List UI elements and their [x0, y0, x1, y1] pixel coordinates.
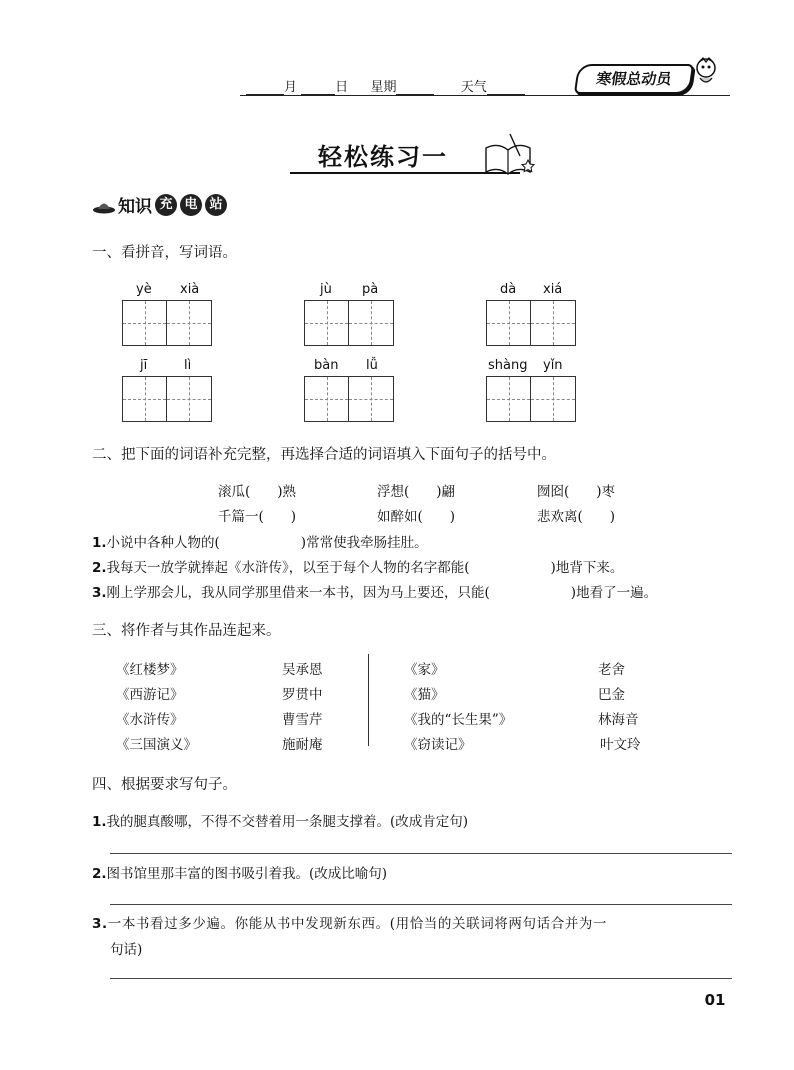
column-divider	[368, 654, 369, 746]
tian-grid-3[interactable]	[486, 300, 576, 346]
answer-line-3[interactable]	[110, 978, 732, 979]
weekday-blank	[396, 80, 434, 95]
pinyin-3a: dà	[500, 282, 517, 297]
author-left-1[interactable]: 吴承恩	[282, 662, 323, 678]
pinyin-2a: jù	[320, 282, 332, 297]
pinyin-6b: yǐn	[543, 358, 563, 373]
section-bubble-3: 站	[205, 194, 227, 216]
book-left-1[interactable]: 《红楼梦》	[116, 662, 184, 678]
tian-grid-2[interactable]	[304, 300, 394, 346]
book-left-4[interactable]: 《三国演义》	[116, 737, 197, 753]
header-rule	[240, 95, 730, 96]
author-right-3[interactable]: 林海音	[598, 712, 639, 728]
tian-grid-1[interactable]	[122, 300, 212, 346]
q4-item-1: 1.我的腿真酸哪，不得不交替着用一条腿支撑着。(改成肯定句)	[92, 814, 469, 830]
month-blank	[246, 80, 284, 95]
q4-item-3-cont: 句话)	[110, 942, 143, 958]
q3-heading: 三、将作者与其作品连起来。	[92, 623, 281, 639]
idiom-4: 千篇一( )	[218, 509, 297, 525]
author-left-3[interactable]: 曹雪芹	[282, 712, 323, 728]
q1-heading: 一、看拼音，写词语。	[92, 245, 237, 261]
q4-item-3: 3.一本书看过多少遍。你能从书中发现新东西。(用恰当的关联词将两句话合并为一	[92, 916, 608, 932]
weather-label: 天气	[460, 80, 487, 95]
pinyin-3b: xiá	[543, 282, 563, 297]
book-right-1[interactable]: 《家》	[404, 662, 445, 678]
pinyin-5b: lǚ	[366, 358, 378, 373]
section-prefix: 知识	[118, 197, 152, 217]
q4-item-2: 2.图书馆里那丰富的图书吸引着我。(改成比喻句)	[92, 866, 388, 882]
hat-icon	[92, 196, 116, 214]
author-left-4[interactable]: 施耐庵	[282, 737, 323, 753]
pinyin-6a: shàng	[488, 358, 528, 373]
open-book-icon	[480, 130, 538, 180]
series-badge: 寒假总动员	[574, 64, 694, 94]
q2-sentence-3: 3.刚上学那会儿，我从同学那里借来一本书，因为马上要还，只能( )地看了一遍。	[92, 585, 658, 601]
day-blank	[301, 80, 335, 95]
day-label: 日	[335, 80, 349, 95]
book-left-2[interactable]: 《西游记》	[116, 687, 184, 703]
idiom-1: 滚瓜( )熟	[218, 484, 297, 500]
idiom-2: 浮想( )翩	[377, 484, 456, 500]
book-right-4[interactable]: 《窃读记》	[404, 737, 472, 753]
author-right-1[interactable]: 老舍	[598, 662, 625, 678]
header-fields	[246, 76, 525, 95]
pinyin-5a: bàn	[314, 358, 339, 373]
tian-grid-4[interactable]	[122, 376, 212, 422]
section-bubble-1: 充	[155, 194, 177, 216]
page-number: 01	[700, 988, 730, 1012]
idiom-3: 囫囵( )枣	[537, 484, 616, 500]
weather-blank	[487, 80, 525, 95]
pinyin-1a: yè	[136, 282, 152, 297]
author-left-2[interactable]: 罗贯中	[282, 687, 323, 703]
book-right-3[interactable]: 《我的“长生果”》	[404, 712, 513, 728]
weekday-label: 星期	[370, 80, 397, 95]
author-right-2[interactable]: 巴金	[598, 687, 625, 703]
pinyin-2b: pà	[362, 282, 379, 297]
q2-heading: 二、把下面的词语补充完整，再选择合适的词语填入下面句子的括号中。	[92, 447, 556, 463]
answer-line-1[interactable]	[110, 853, 732, 854]
tian-grid-6[interactable]	[486, 376, 576, 422]
tian-grid-5[interactable]	[304, 376, 394, 422]
answer-line-2[interactable]	[110, 904, 732, 905]
author-right-4[interactable]: 叶文玲	[600, 737, 641, 753]
page-title: 轻松练习一	[318, 142, 448, 171]
pinyin-4b: lì	[184, 358, 192, 373]
idiom-5: 如醉如( )	[377, 509, 456, 525]
q2-sentence-1: 1.小说中各种人物的( )常常使我牵肠挂肚。	[92, 535, 428, 551]
pinyin-4a: jī	[140, 358, 148, 373]
q4-heading: 四、根据要求写句子。	[92, 777, 237, 793]
section-bubble-2: 电	[180, 194, 202, 216]
section-header	[92, 192, 227, 217]
book-right-2[interactable]: 《猫》	[404, 687, 445, 703]
pinyin-1b: xià	[180, 282, 200, 297]
idiom-6: 悲欢离( )	[537, 509, 616, 525]
month-label: 月	[284, 80, 298, 95]
book-left-3[interactable]: 《水浒传》	[116, 712, 184, 728]
mascot-icon	[690, 56, 722, 88]
q2-sentence-2: 2.我每天一放学就捧起《水浒传》，以至于每个人物的名字都能( )地背下来。	[92, 560, 624, 576]
